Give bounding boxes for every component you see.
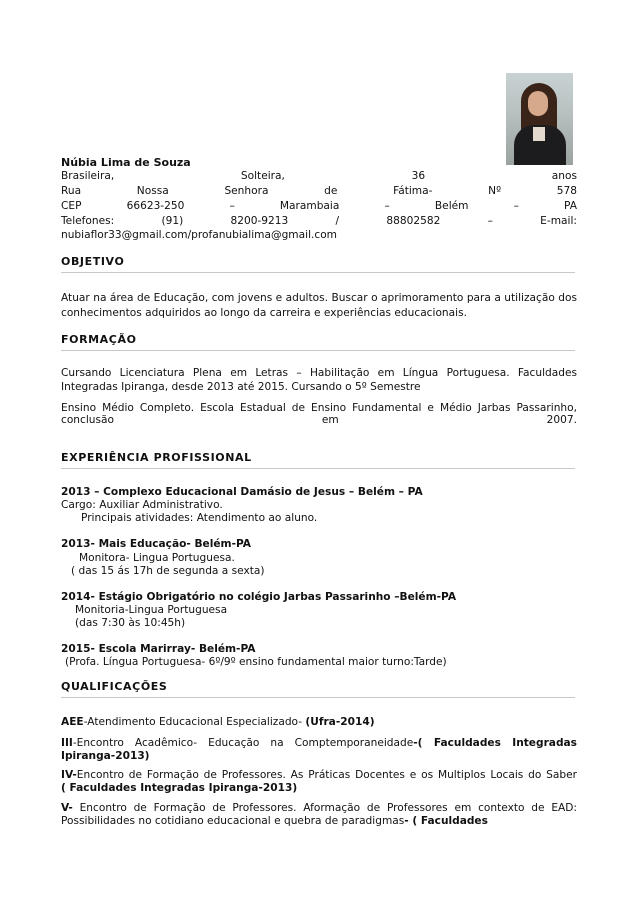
address-word: Nossa (136, 185, 169, 197)
formacao-item-1: Cursando Licenciatura Plena em Letras – Habilitação em Língua Portuguesa. Faculdades Integradas Ipiranga, desde 2013 até 2015. Cursando o 5º Semestre (61, 367, 577, 393)
cep-word: PA (564, 200, 577, 212)
cep-word: – (384, 200, 390, 212)
section-divider (61, 697, 575, 698)
address-word: 578 (556, 185, 577, 197)
qualification-institution-cont: Ipiranga-2013) (61, 750, 150, 762)
job-detail: ( das 15 ás 17h de segunda a sexta) (71, 565, 265, 577)
job-title: 2013 – Complexo Educacional Damásio de Jesus – Belém – PA (61, 486, 423, 498)
job-title: 2015- Escola Marirray- Belém-PA (61, 643, 256, 655)
qualification-institution: ( Faculdades Integradas Ipiranga-2013) (61, 782, 298, 794)
qualification-code: III (61, 737, 73, 749)
phone-word: / (335, 215, 340, 227)
phone-word: Telefones: (61, 215, 115, 227)
cep-line (61, 200, 577, 212)
section-divider (61, 350, 575, 351)
qualification-institution: -( Faculdades Integradas (413, 737, 577, 749)
marital-status: Solteira, (240, 170, 285, 182)
qualification-code: IV- (61, 769, 77, 781)
section-heading-experiencia: EXPERIÊNCIA PROFISSIONAL (61, 451, 252, 464)
address-word: Rua (61, 185, 82, 197)
job-title: 2013- Mais Educação- Belém-PA (61, 538, 251, 550)
qualification-item-cont (61, 815, 488, 827)
qualification-text: -Atendimento Educacional Especializado- (83, 716, 306, 728)
formacao-item-2-line-2 (61, 414, 577, 426)
phone-word: (91) (161, 215, 184, 227)
job-detail: Monitora- Lingua Portuguesa. (79, 552, 235, 564)
section-heading-objetivo: OBJETIVO (61, 255, 125, 268)
photo-face (528, 91, 548, 116)
qualification-text: -Encontro Acadêmico- Educação na Comptemporaneidade (72, 737, 414, 749)
section-heading-formacao: FORMAÇÃO (61, 333, 137, 346)
job-detail: (Profa. Língua Portuguesa- 6º/9º ensino fundamental maior turno:Tarde) (65, 656, 447, 668)
profile-photo (506, 73, 573, 165)
qualification-institution: - ( Faculdades (404, 815, 488, 827)
job-detail: Principais atividades: Atendimento ao aluno. (81, 512, 318, 524)
age-unit: anos (551, 170, 577, 182)
address-word: Fátima- (393, 185, 433, 197)
cep-word: 66623-250 (126, 200, 185, 212)
cep-word: – (513, 200, 519, 212)
section-heading-qualificacoes: QUALIFICAÇÕES (61, 680, 168, 693)
phone-word: 8200-9213 (230, 215, 289, 227)
qualification-text: Encontro de Formação de Professores. Aformação de Professores em contexto de EAD: (72, 802, 577, 814)
section-divider (61, 468, 575, 469)
section-divider (61, 272, 575, 273)
cep-word: CEP (61, 200, 82, 212)
qualification-item (61, 801, 577, 815)
job-detail: Monitoria-Lingua Portuguesa (75, 604, 228, 616)
nationality: Brasileira, (61, 170, 115, 182)
formacao-word: em (321, 414, 339, 426)
address-line (61, 185, 577, 197)
personal-info-line (61, 170, 577, 182)
phone-word: E-mail: (540, 215, 577, 227)
qualification-item (61, 736, 577, 750)
cep-word: – (229, 200, 235, 212)
job-detail: Cargo: Auxiliar Administrativo. (61, 499, 223, 511)
qualification-item (61, 716, 375, 728)
qualification-text: Possibilidades no cotidiano educacional e quebra de paradigmas (61, 815, 405, 827)
qualification-code: V- (61, 802, 73, 814)
phone-word: – (487, 215, 493, 227)
job-detail: (das 7:30 às 10:45h) (75, 617, 186, 629)
objetivo-text: Atuar na área de Educação, com jovens e adultos. Buscar o aprimoramento para a utilização dos conhecimentos adquiridos ao longo da carreira e experiências educacionais. (61, 292, 577, 319)
address-word: de (324, 185, 338, 197)
formacao-item-2-line-1: Ensino Médio Completo. Escola Estadual de Ensino Fundamental e Médio Jarbas Passarinho, (61, 402, 577, 414)
person-name: Núbia Lima de Souza (61, 156, 191, 169)
qualification-text: Encontro de Formação de Professores. As Práticas Docentes e os Multiplos Locais do Saber (76, 769, 577, 781)
phone-word: 88802582 (386, 215, 441, 227)
qualification-institution: (Ufra-2014) (305, 716, 375, 728)
cep-word: Marambaia (279, 200, 340, 212)
email-text: nubiaflor33@gmail.com/profanubialima@gmail.com (61, 229, 338, 241)
phone-line (61, 215, 577, 227)
address-word: Nº (488, 185, 502, 197)
formacao-word: 2007. (546, 414, 577, 426)
address-word: Senhora (224, 185, 269, 197)
formacao-word: conclusão (61, 414, 114, 426)
age-value: 36 (411, 170, 426, 182)
photo-chest (533, 127, 545, 141)
job-title: 2014- Estágio Obrigatório no colégio Jarbas Passarinho –Belém-PA (61, 591, 457, 603)
cep-word: Belém (434, 200, 469, 212)
qualification-item (61, 768, 577, 782)
qualification-code: AEE (61, 716, 84, 728)
